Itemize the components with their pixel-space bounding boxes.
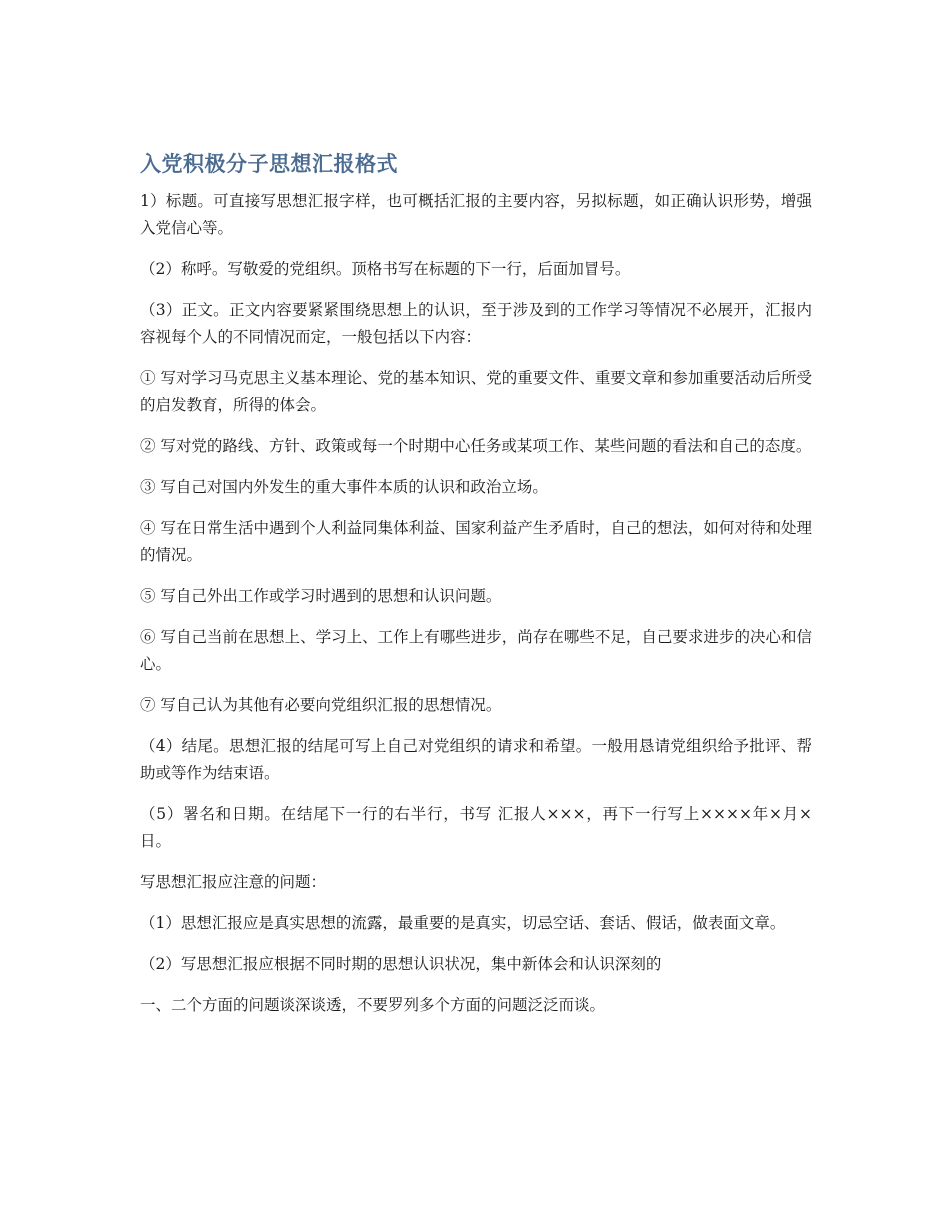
paragraph-note-1: （1）思想汇报应是真实思想的流露，最重要的是真实，切忌空话、套话、假话，做表面文章。 (140, 914, 786, 932)
paragraph-item-3: ③ 写自己对国内外发生的重大事件本质的认识和政治立场。 (140, 478, 548, 496)
paragraph-item-1: ① 写对学习马克思主义基本理论、党的基本知识、党的重要文件、重要文章和参加重要活动后所受的启发教育，所得的体会。 (140, 369, 812, 414)
paragraph-notes-heading: 写思想汇报应注意的问题： (140, 873, 327, 891)
paragraph-item-2: ② 写对党的路线、方针、政策或每一个时期中心任务或某项工作、某些问题的看法和自己的态度。 (140, 437, 812, 455)
paragraph-salutation: （2）称呼。写敬爱的党组织。顶格书写在标题的下一行，后面加冒号。 (140, 260, 631, 278)
paragraph-title-section: 1）标题。可直接写思想汇报字样，也可概括汇报的主要内容，另拟标题，如正确认识形势，增强入党信心等。 (140, 192, 812, 237)
paragraph-note-2-continued: 一、二个方面的问题谈深谈透，不要罗列多个方面的问题泛泛而谈。 (140, 996, 606, 1014)
paragraph-ending: （4）结尾。思想汇报的结尾可写上自己对党组织的请求和希望。一般用恳请党组织给予批评、帮助或等作为结束语。 (140, 737, 812, 782)
document-title: 入党积极分子思想汇报格式 (140, 152, 398, 176)
document-body (140, 148, 812, 1033)
paragraph-item-5: ⑤ 写自己外出工作或学习时遇到的思想和认识问题。 (140, 587, 502, 605)
paragraph-main-body: （3）正文。正文内容要紧紧围绕思想上的认识，至于涉及到的工作学习等情况不必展开，汇报内容视每个人的不同情况而定，一般包括以下内容： (140, 301, 812, 346)
paragraph-item-6: ⑥ 写自己当前在思想上、学习上、工作上有哪些进步，尚存在哪些不足，自己要求进步的决心和信心。 (140, 628, 812, 673)
paragraph-item-7: ⑦ 写自己认为其他有必要向党组织汇报的思想情况。 (140, 696, 502, 714)
paragraph-item-4: ④ 写在日常生活中遇到个人利益同集体利益、国家利益产生矛盾时，自己的想法，如何对待和处理的情况。 (140, 519, 812, 564)
paragraph-signature-date: （5）署名和日期。在结尾下一行的右半行，书写 汇报人×××，再下一行写上××××年×月×日。 (140, 805, 812, 850)
paragraph-note-2: （2）写思想汇报应根据不同时期的思想认识状况，集中新体会和认识深刻的 (140, 955, 662, 973)
